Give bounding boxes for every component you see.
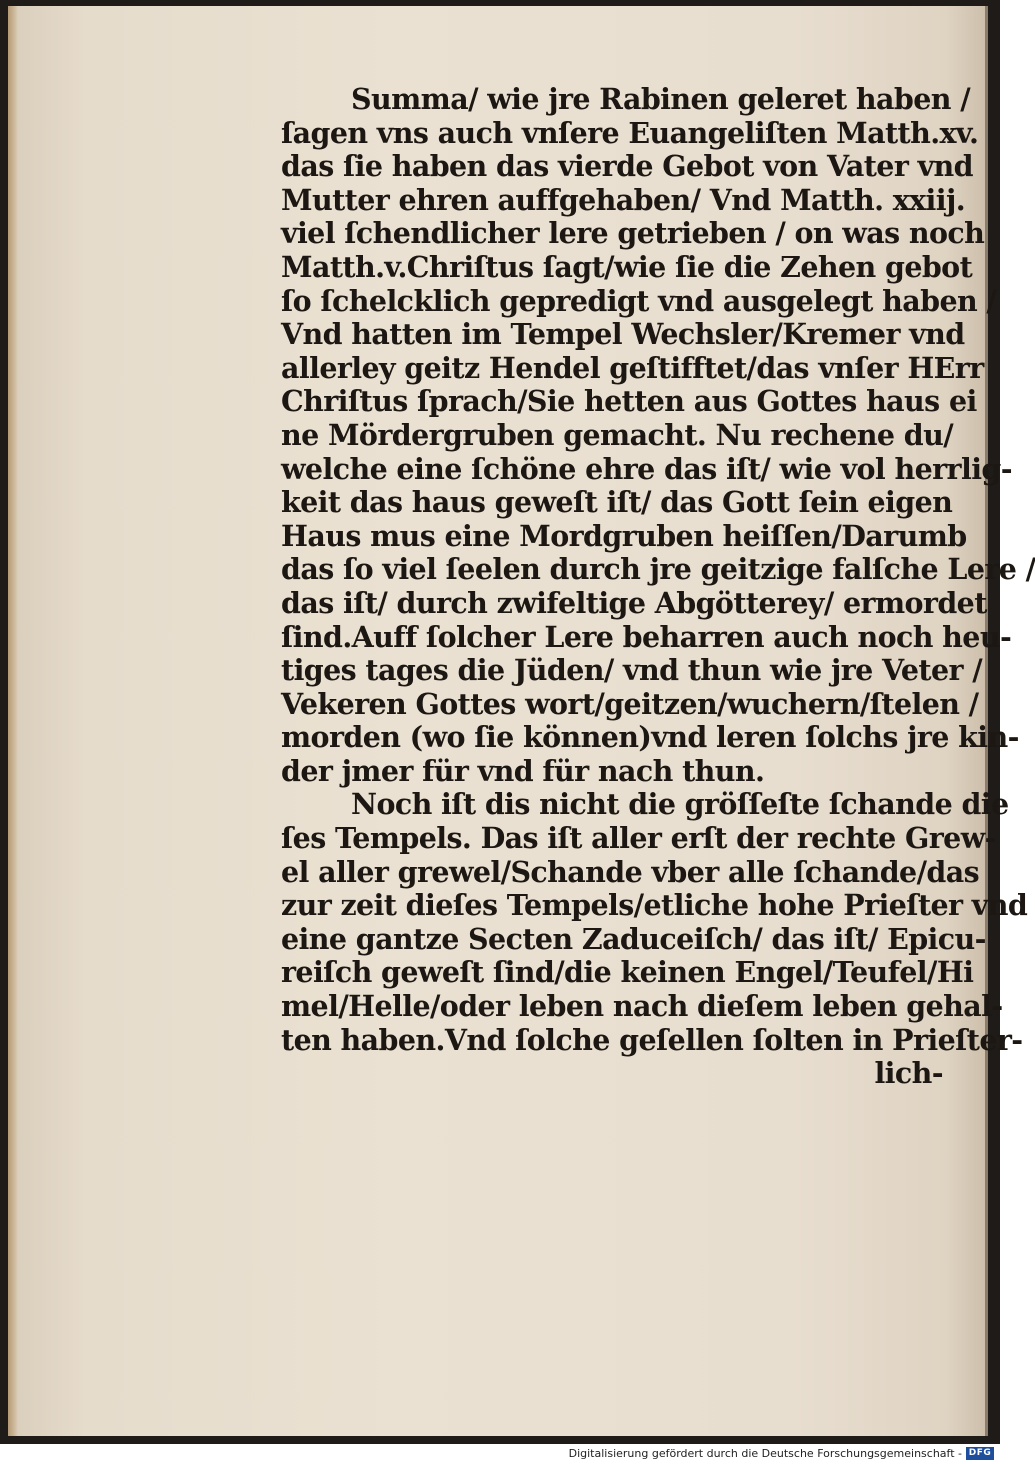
text-line: morden (wo ſie können)vnd leren ſolchs jre kin- <box>281 720 1019 755</box>
text-line: Summa/ wie jre Rabinen geleret haben / <box>351 82 971 116</box>
text-line: allerley geitz Hendel geſtifftet/das vnſer HErr <box>281 350 984 385</box>
text-line: mel/Helle/oder leben nach dieſem leben gehal- <box>281 989 1003 1024</box>
text-line: Matth.v.Chriſtus ſagt/wie ſie die Zehen gebot <box>281 249 973 284</box>
text-line: Haus mus eine Mordgruben heiſſen/Darumb <box>281 518 967 553</box>
text-line: reiſch geweſt ſind/die keinen Engel/Teufel/Hi <box>281 955 974 990</box>
text-line: ſo ſchelcklich gepredigt vnd ausgelegt haben / <box>281 283 997 318</box>
text-line: Vnd hatten im Tempel Wechsler/Kremer vnd <box>281 317 965 352</box>
page-binding-edge <box>8 6 18 1436</box>
text-line: das ſie haben das vierde Gebot von Vater vnd <box>281 149 973 184</box>
text-line: der jmer für vnd für nach thun. <box>281 753 765 788</box>
text-line: Mutter ehren auffgehaben/ Vnd Matth. xxiij. <box>281 182 966 217</box>
text-line: keit das haus geweſt iſt/ das Gott ſein eigen <box>281 485 953 520</box>
text-line: ten haben.Vnd ſolche geſellen ſolten in Prieſter- <box>281 1022 1023 1057</box>
text-line: ſind.Auff ſolcher Lere beharren auch noch heu- <box>281 619 1012 654</box>
footer-bar <box>0 1444 1000 1464</box>
text-line: el aller grewel/Schande vber alle ſchande/das <box>281 854 980 889</box>
dfg-logo-icon: DFG <box>966 1447 994 1460</box>
footer-credit: Digitalisierung gefördert durch die Deutsche Forschungsgemeinschaft - <box>568 1447 962 1460</box>
text-line: Chriſtus ſprach/Sie hetten aus Gottes haus ei <box>281 384 977 419</box>
text-line: welche eine ſchöne ehre das iſt/ wie vol herrlig- <box>281 451 1012 486</box>
text-line: eine gantze Secten Zaduceiſch/ das iſt/ Epicu- <box>281 921 986 956</box>
text-line: ſes Tempels. Das iſt aller erſt der rechte Grew- <box>281 821 996 856</box>
text-line: viel ſchendlicher lere getrieben / on was noch <box>281 216 985 251</box>
text-line: das ſo viel ſeelen durch jre geitzige falſche Lere / <box>281 552 1035 587</box>
text-line: Vekeren Gottes wort/geitzen/wuchern/ſtelen / <box>281 686 979 721</box>
text-line: ne Mördergruben gemacht. Nu rechene du/ <box>281 417 954 452</box>
text-line: tiges tages die Jüden/ vnd thun wie jre Veter / <box>281 653 983 688</box>
text-line: das iſt/ durch zwifeltige Abgötterey/ ermordet <box>281 585 987 620</box>
page-text-block <box>281 82 1035 1091</box>
catchword: lich- <box>874 1056 943 1091</box>
text-line: ſagen vns auch vnſere Euangeliſten Matth.xv. <box>281 115 979 150</box>
text-line: Noch iſt dis nicht die gröſſeſte ſchande die <box>351 787 1009 822</box>
text-line: zur zeit dieſes Tempels/etliche hohe Prieſter vnd <box>281 888 1028 923</box>
